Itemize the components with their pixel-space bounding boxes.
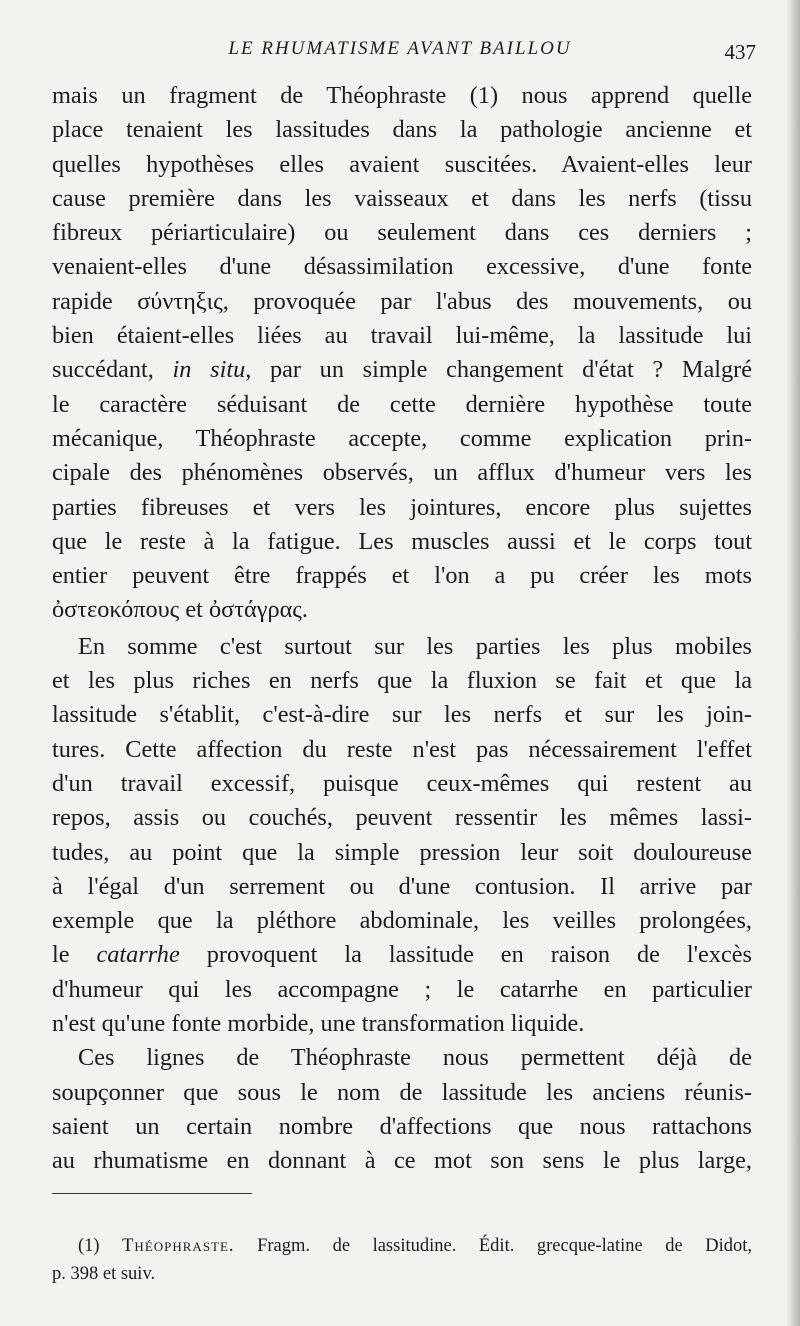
text-line: lassitude s'établit, c'est-à-dire sur les nerfs et sur les join- xyxy=(52,701,752,729)
main-text xyxy=(52,79,752,1179)
footnote-divider xyxy=(52,1193,252,1194)
text-line: venaient-elles d'une désassimilation excessive, d'une fonte xyxy=(52,253,752,281)
paragraph-start-line: En somme c'est surtout sur les parties les plus mobiles xyxy=(78,632,752,660)
text-line: d'un travail excessif, puisque ceux-mêmes qui restent au xyxy=(52,769,752,797)
text-line: succédant, in situ, par un simple changement d'état ? Malgré xyxy=(52,356,753,384)
text-line: ὀστεοκόπους et ὀστάγρας. xyxy=(52,596,308,624)
running-title: LE RHUMATISME AVANT BAILLOU xyxy=(228,38,572,59)
text-line: repos, assis ou couchés, peuvent ressentir les mêmes lassi- xyxy=(52,804,752,832)
text-line: fibreux périarticulaire) ou seulement dans ces derniers ; xyxy=(52,219,752,247)
text-line: à l'égal d'un serrement ou d'une contusion. Il arrive par xyxy=(52,872,752,900)
text-line: tudes, au point que la simple pression leur soit douloureuse xyxy=(52,838,752,866)
text-line: entier peuvent être frappés et l'on a pu créer les mots xyxy=(52,562,752,590)
text-line: d'humeur qui les accompagne ; le catarrhe en particulier xyxy=(52,975,752,1003)
text-line: cause première dans les vaisseaux et dans les nerfs (tissu xyxy=(52,184,752,212)
footnote-text: Fragm. de lassitudine. Édit. grecque-latine de Didot, xyxy=(257,1236,752,1256)
text-line: saient un certain nombre d'affections que nous rattachons xyxy=(52,1112,752,1140)
footnote-line: p. 398 et suiv. xyxy=(52,1264,156,1284)
text-line: exemple que la pléthore abdominale, les veilles prolongées, xyxy=(52,907,752,935)
text-line: parties fibreuses et vers les jointures, encore plus sujettes xyxy=(52,493,752,521)
text-line: bien étaient-elles liées au travail lui-même, la lassitude lui xyxy=(52,322,752,350)
page-edge-shadow xyxy=(786,0,800,1326)
paragraph-start-line: Ces lignes de Théophraste nous permettent déjà de xyxy=(78,1044,752,1072)
text-line: le caractère séduisant de cette dernière hypothèse toute xyxy=(52,390,752,418)
footnote-line xyxy=(52,1232,752,1260)
text-line: au rhumatisme en donnant à ce mot son sens le plus large, xyxy=(52,1147,752,1175)
text-line: cipale des phénomènes observés, un afflux d'humeur vers les xyxy=(52,459,752,487)
page-header xyxy=(0,38,800,68)
text-line: place tenaient les lassitudes dans la pathologie ancienne et xyxy=(52,116,752,144)
page-number: 437 xyxy=(724,40,756,64)
footnote-marker: (1) xyxy=(78,1236,100,1256)
text-line: quelles hypothèses elles avaient suscitées. Avaient-elles leur xyxy=(52,150,752,178)
text-line: mais un fragment de Théophraste (1) nous apprend quelle xyxy=(52,82,752,109)
footnote-author: Théophraste. xyxy=(122,1236,235,1256)
text-line: mécanique, Théophraste accepte, comme explication prin- xyxy=(52,424,752,452)
text-line: et les plus riches en nerfs que la fluxion se fait et que la xyxy=(52,667,752,695)
footnote xyxy=(52,1232,752,1288)
text-line: n'est qu'une fonte morbide, une transformation liquide. xyxy=(52,1010,585,1038)
text-line: le catarrhe provoquent la lassitude en raison de l'excès xyxy=(52,941,753,969)
text-line: tures. Cette affection du reste n'est pas nécessairement l'effet xyxy=(52,735,752,763)
text-line: soupçonner que sous le nom de lassitude les anciens réunis- xyxy=(52,1078,752,1106)
text-line: rapide σύντηξις, provoquée par l'abus des mouvements, ou xyxy=(52,287,752,315)
text-line: que le reste à la fatigue. Les muscles aussi et le corps tout xyxy=(52,527,752,555)
